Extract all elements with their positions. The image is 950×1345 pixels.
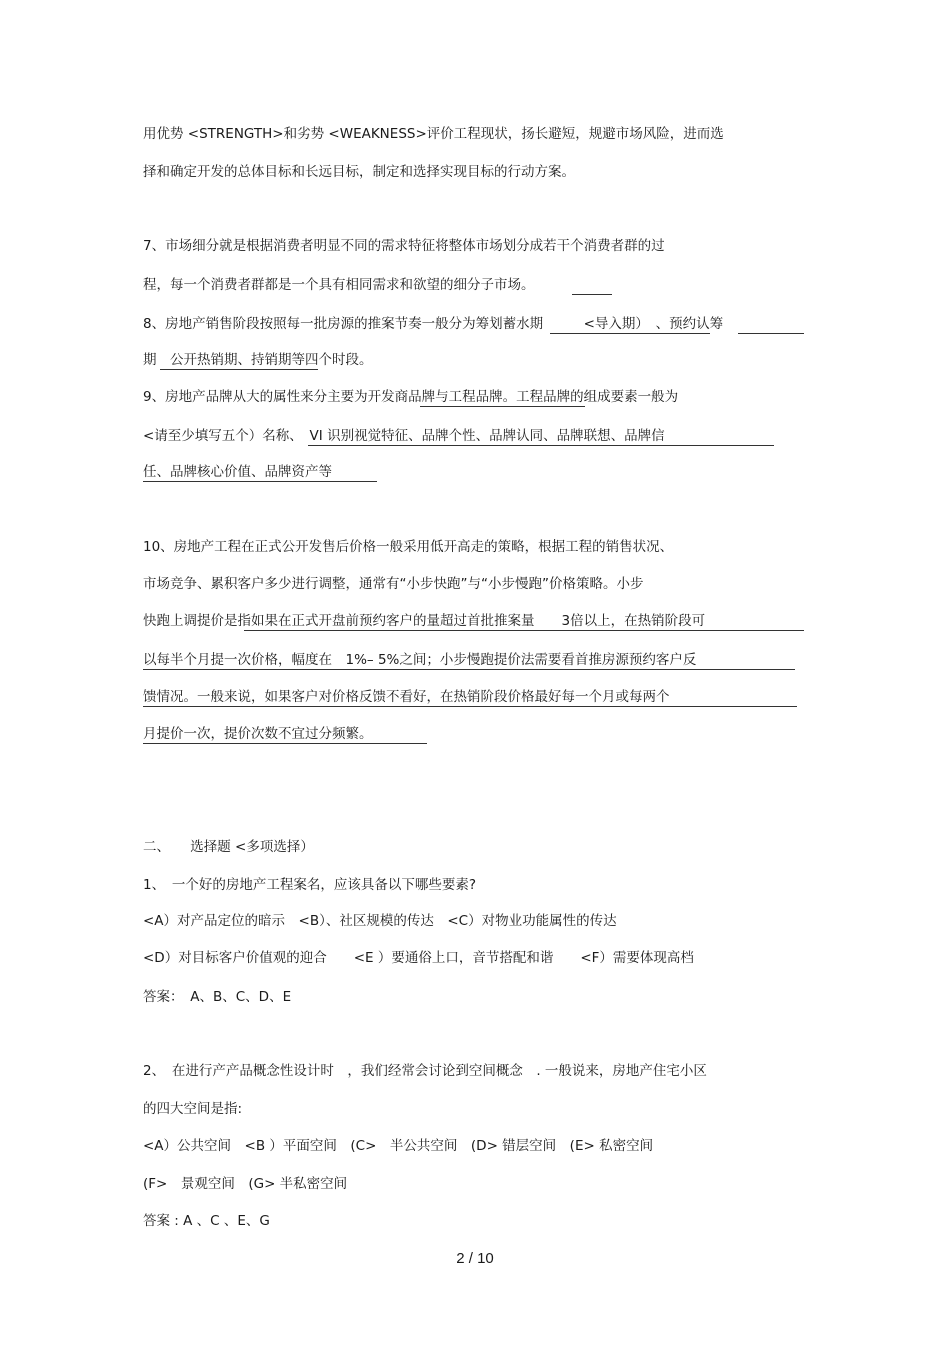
answer-line: 答案 : A 、C 、E、G bbox=[143, 1213, 270, 1229]
text-line: 用优势 <STRENGTH>和劣势 <WEAKNESS>评价工程现状，扬长避短，规避市场风险，进而选 bbox=[143, 126, 724, 142]
option-line: <D）对目标客户价值观的迎合 <E ）要通俗上口，音节搭配和谐 <F）需要体现高档 bbox=[143, 950, 694, 966]
fill-blank-underline bbox=[420, 406, 585, 407]
text-line: 的四大空间是指: bbox=[143, 1101, 243, 1117]
text-line: 程，每一个消费者群都是一个具有相同需求和欲望的细分子市场。 bbox=[143, 277, 535, 293]
answer-line: 答案： A、B、C、D、E bbox=[143, 989, 292, 1005]
fill-blank-underline bbox=[550, 333, 710, 334]
fill-blank-underline bbox=[572, 294, 612, 295]
text-line: 快跑上调提价是指如果在正式开盘前预约客户的量超过首批推案量 3倍以上，在热销阶段可 bbox=[143, 613, 706, 629]
fill-blank-underline bbox=[308, 445, 774, 446]
question-text: 2、 在进行产产品概念性设计时 ，我们经常会讨论到空间概念 . 一般说来，房地产住宅小区 bbox=[143, 1063, 707, 1079]
text-line: 馈情况。一般来说，如果客户对价格反馈不看好，在热销阶段价格最好每一个月或每两个 bbox=[143, 689, 670, 705]
option-line: (F> 景观空间 (G> 半私密空间 bbox=[143, 1176, 348, 1192]
fill-blank-underline bbox=[160, 369, 318, 370]
question-text: 1、 一个好的房地产工程案名，应该具备以下哪些要素? bbox=[143, 877, 477, 893]
text-line: 择和确定开发的总体目标和长远目标，制定和选择实现目标的行动方案。 bbox=[143, 164, 575, 180]
text-line: <请至少填写五个）名称、 VI 识别视觉特征、品牌个性、品牌认同、品牌联想、品牌信 bbox=[143, 428, 665, 444]
text-line: 任、品牌核心价值、品牌资产等 bbox=[143, 464, 332, 480]
option-line: <A）对产品定位的暗示 <B）、社区规模的传达 <C）对物业功能属性的传达 bbox=[143, 913, 617, 929]
fill-blank-underline bbox=[143, 706, 797, 707]
text-line: 7、市场细分就是根据消费者明显不同的需求特征将整体市场划分成若干个消费者群的过 bbox=[143, 238, 665, 254]
page-number: 2 / 10 bbox=[456, 1250, 494, 1267]
fill-blank-underline bbox=[143, 669, 795, 670]
fill-blank-underline bbox=[244, 630, 804, 631]
fill-blank-underline bbox=[738, 333, 804, 334]
option-line: <A）公共空间 <B ）平面空间 (C> 半公共空间 (D> 错层空间 (E> 私密空间 bbox=[143, 1138, 654, 1154]
section-heading: 二、 选择题 <多项选择） bbox=[143, 839, 314, 855]
text-line: 10、房地产工程在正式公开发售后价格一般采用低开高走的策略，根据工程的销售状况、 bbox=[143, 539, 674, 555]
text-line: 期 公开热销期、持销期等四个时段。 bbox=[143, 352, 373, 368]
text-line: 市场竞争、累积客户多少进行调整，通常有“小步快跑”与“小步慢跑”价格策略。小步 bbox=[143, 576, 644, 592]
fill-blank-underline bbox=[143, 481, 377, 482]
text-line: 月提价一次，提价次数不宜过分频繁。 bbox=[143, 726, 373, 742]
text-line: 9、房地产品牌从大的属性来分主要为开发商品牌与工程品牌。工程品牌的组成要素一般为 bbox=[143, 389, 679, 405]
fill-blank-underline bbox=[143, 743, 427, 744]
text-line: 以每半个月提一次价格，幅度在 1%– 5%之间；小步慢跑提价法需要看首推房源预约客户反 bbox=[143, 652, 697, 668]
text-line: 8、房地产销售阶段按照每一批房源的推案节奏一般分为筹划蓄水期 <导入期） 、预约认筹 bbox=[143, 316, 724, 332]
